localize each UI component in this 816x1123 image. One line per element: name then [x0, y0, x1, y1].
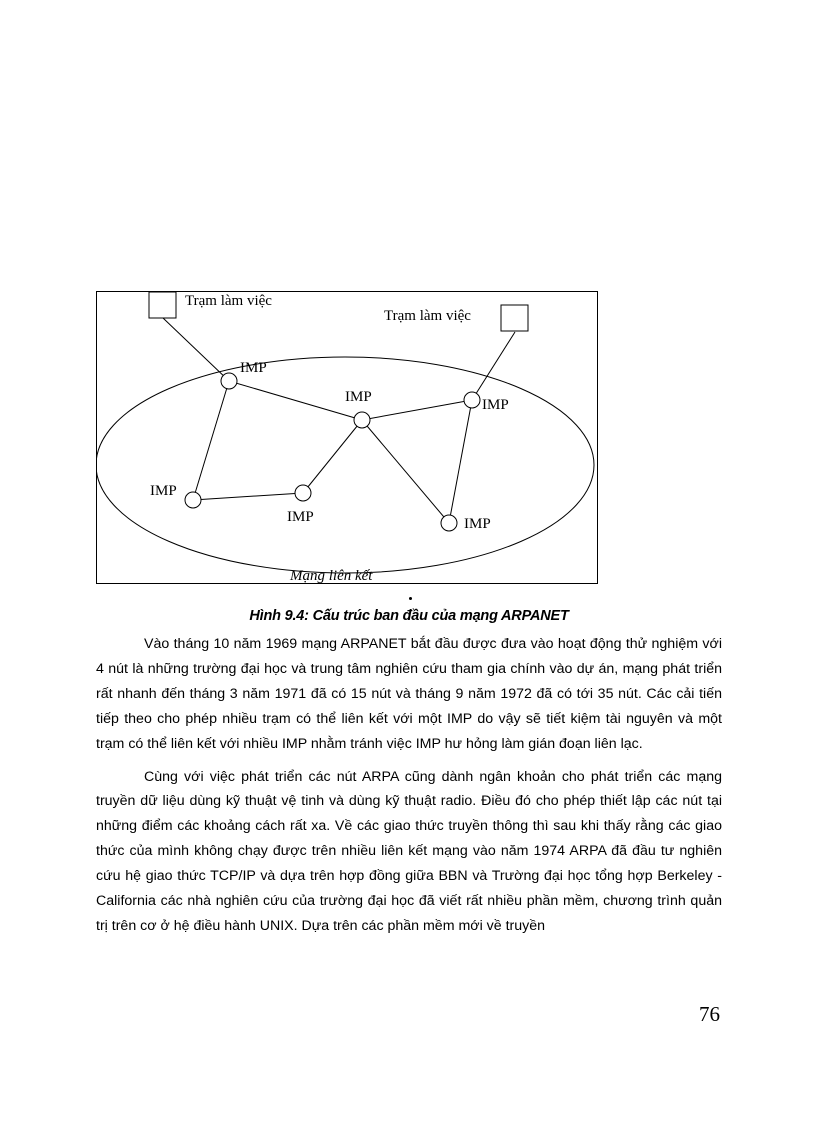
- body-text: [96, 632, 722, 947]
- decorative-dot: [409, 597, 412, 600]
- figure-frame: [97, 292, 598, 584]
- network-label: Mạng liên kết: [290, 568, 373, 584]
- imp-label-right: IMP: [482, 397, 509, 413]
- imp-label-topleft: IMP: [240, 360, 267, 376]
- page-number: 76: [699, 1002, 720, 1026]
- imp-label-bottomright: IMP: [464, 516, 491, 532]
- imp-node-center: [354, 412, 370, 428]
- paragraph: Cùng với việc phát triển các nút ARPA cũng dành ngân khoản cho phát triển các mạng truyền dữ liệu dùng kỹ thuật vệ tinh và dùng kỹ thuật radio. Điều đó cho phép thiết lập các nút tại những điểm các khoảng cách rất xa. Về các giao thức truyền thông thì sau khi thấy rằng các giao thức của mình không chạy được trên nhiều liên kết mạng vào năm 1974 ARPA đã đầu tư nghiên cứu hệ giao thức TCP/IP và dựa trên hợp đồng giữa BBN và Trường đại học tổng hợp Berkeley - California các nhà nghiên cứu của trường đại học đã viết rất nhiều phần mềm, chương trình quản trị trên cơ ở hệ điều hành UNIX. Dựa trên các phần mềm mới về truyền: [96, 768, 722, 934]
- imp-node-topleft: [221, 373, 237, 389]
- imp-label-center: IMP: [345, 389, 372, 405]
- arpanet-diagram: [96, 291, 598, 584]
- workstation-right-box: [501, 305, 528, 331]
- imp-node-bottomright: [441, 515, 457, 531]
- figure-caption: Hình 9.4: Cấu trúc ban đầu của mạng ARPANET: [249, 608, 569, 624]
- paragraph: Vào tháng 10 năm 1969 mạng ARPANET bắt đầu được đưa vào hoạt động thử nghiệm với 4 nút là những trường đại học và trung tâm nghiên cứu tham gia chính vào dự án, mạng phát triển rất nhanh đến tháng 3 năm 1971 đã có 15 nút và tháng 9 năm 1972 đã có tới 35 nút. Các cải tiến tiếp theo cho phép nhiều trạm có thể liên kết với một IMP do vậy sẽ tiết kiệm tài nguyên và một trạm có thể liên kết với nhiều IMP nhằm tránh việc IMP hư hỏng làm gián đoạn liên lạc.: [96, 636, 722, 752]
- imp-node-left: [185, 492, 201, 508]
- workstation-right-label: Trạm làm việc: [384, 308, 471, 324]
- imp-label-left: IMP: [150, 483, 177, 499]
- workstation-left-label: Trạm làm việc: [185, 293, 272, 309]
- imp-label-bottomcenter: IMP: [287, 509, 314, 525]
- imp-node-right: [464, 392, 480, 408]
- imp-node-bottomcenter: [295, 485, 311, 501]
- workstation-left-box: [149, 292, 176, 318]
